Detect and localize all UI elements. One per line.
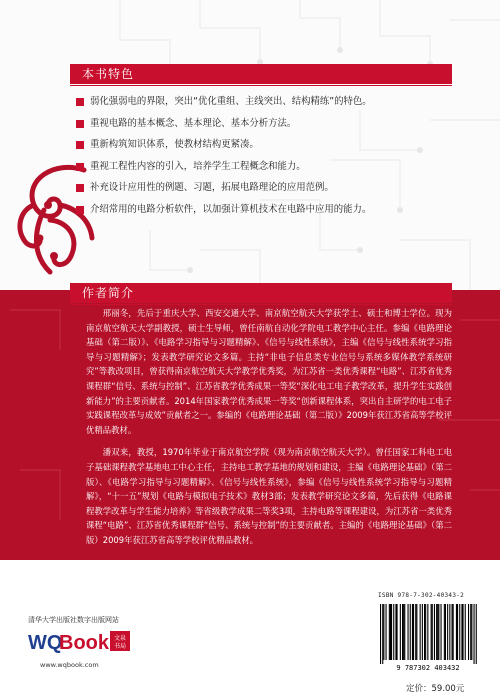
feature-text: 弱化强弱电的界限，突出“优化重组、主线突出、结构精练”的特色。 [90,96,372,107]
features-heading: 本书特色 [70,64,452,84]
bullet-square-icon [76,120,84,128]
feature-text: 补充设计应用性的例题、习题，拓展电路理论的应用范例。 [90,182,334,193]
feature-text: 重新构筑知识体系，使教材结构更紧凑。 [90,139,259,150]
publisher-url[interactable]: www.wqbook.com [40,661,99,669]
bullet-square-icon [76,98,84,106]
svg-text:WQ: WQ [28,632,63,654]
feature-text: 介绍常用的电路分析软件，以加强计算机技术在电路中应用的能力。 [90,203,372,215]
bullet-square-icon [76,163,84,171]
svg-text:书局: 书局 [113,643,127,650]
feature-item [76,117,486,131]
author-bios [86,306,452,548]
bullet-square-icon [76,141,84,149]
svg-text:Book: Book [59,632,109,654]
feature-item [76,203,486,217]
feature-item [76,95,486,109]
price: 定价：59.00元 [406,684,465,694]
bullet-square-icon [76,206,84,214]
feature-text: 重视电路的基本概念、基本理论、基本分析方法。 [90,117,297,129]
authors-heading: 作者简介 [70,283,452,303]
barcode [374,600,482,672]
svg-text:文泉: 文泉 [113,635,127,642]
bullet-square-icon [76,184,84,192]
feature-item [76,138,486,152]
feature-item [76,181,486,195]
author-bio-paragraph: 邢丽冬，先后于重庆大学、西安交通大学、南京航空航天大学获学士、硕士和博士学位。现为南京航空航天大学副教授，硕士生导师，曾任南航自动化学院电工教学中心主任。参编《电路理论基础（第二版）》、《电路学习指导与习题精解》、《信号与线性系统》，主编《信号与线性系统学习指导与习题精解》；发表教学研究论文多篇。主持“非电子信息类专业信号与系统多媒体教学系统研究”等教改项目，曾获得南京航空航天大学教学优秀奖，为江苏省一类优秀课程“电路”、江苏省优秀课程群“信号、系统与控制”、江苏省教学优秀成果一等奖“深化电工电子教学改革，提升学生实践创新能力”的主要贡献者。2014年国家教学优秀成果一等奖“创新课程体系，突出自主研学的电工电子实践课程改革与成效”贡献者之一。参编的《电路理论基础（第二版）》2009年获江苏省高等学校评优精品教材。 [86,308,452,435]
wqbook-logo [28,627,133,657]
barcode-digits: 9 787302 403432 [396,664,460,672]
publisher-label: 清华大学出版社数字出版网站 [28,616,119,624]
features-list [76,95,486,224]
feature-text: 重视工程性内容的引入，培养学生工程概念和能力。 [90,160,306,172]
feature-item [76,160,486,174]
author-bio-paragraph: 潘双来，教授，1970年毕业于南京航空学院（现为南京航空航天大学）。曾任国家工科电工电子基础课程教学基地电工中心主任，主持电工教学基地的规划和建设，主编《电路理论基础》（第二版）、《电路学习指导与习题精解》、《信号与线性系统》，参编《信号与线性系统学习指导与习题精解》，“十一五”规划《电路与模拟电子技术》教材3部；发表教学研究论文多篇，先后获得《电路课程教学改革与学生能力培养》等省级教学成果二等奖3项，主持电路等课程建设，为江苏省一类优秀课程“电路”、江苏省优秀课程群“信号、系统与控制”的主要贡献者。主编的《电路理论基础》（第二版）2009年获江苏省高等学校评优精品教材。 [86,447,452,545]
isbn-label: ISBN 978-7-302-40343-2 [378,592,465,599]
